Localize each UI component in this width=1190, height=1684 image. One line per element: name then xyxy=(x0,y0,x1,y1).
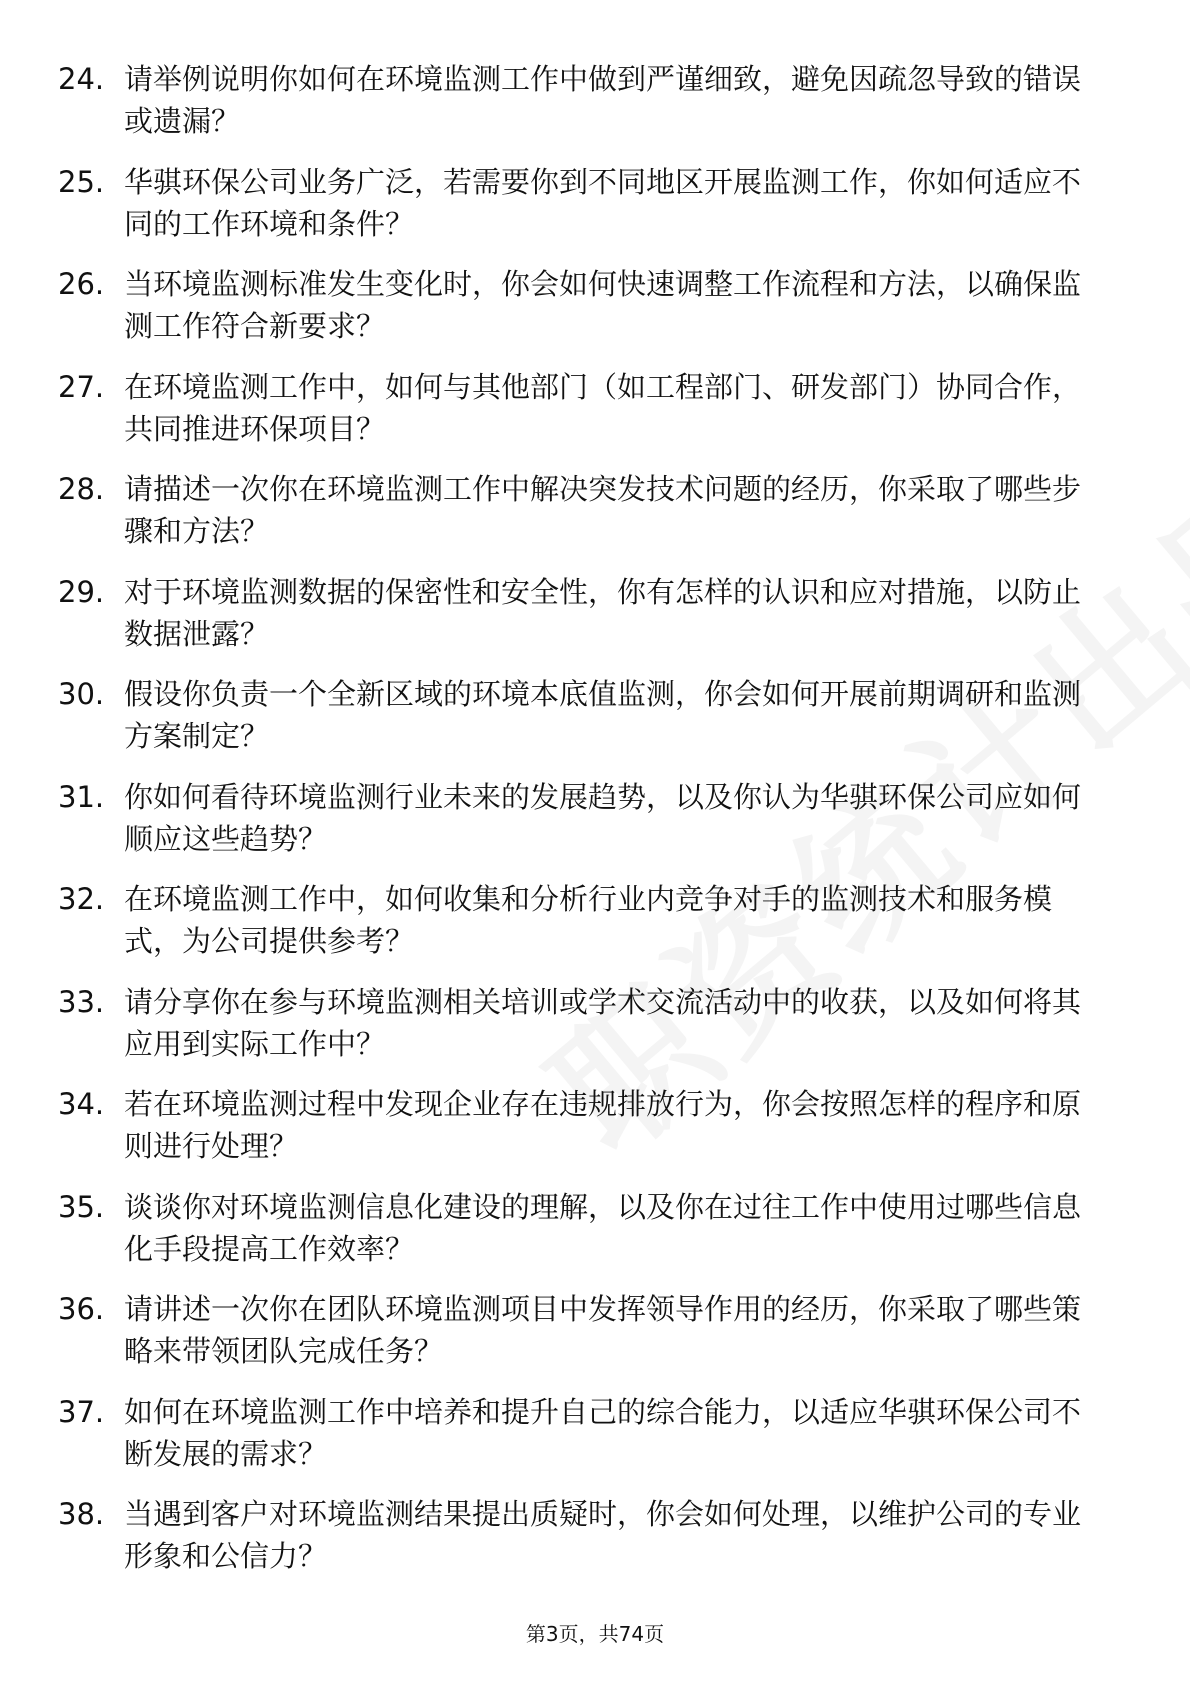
question-number: 37. xyxy=(58,1394,105,1429)
question-list xyxy=(58,58,1108,1596)
page-indicator: 第3页，共74页 xyxy=(525,1622,665,1646)
question-text: 假设你负责一个全新区域的环境本底值监测，你会如何开展前期调研和监测方案制定？ xyxy=(124,677,1082,753)
question-number: 30. xyxy=(58,677,105,711)
question-text: 谈谈你对环境监测信息化建设的理解，以及你在过往工作中使用过哪些信息化手段提高工作效率？ xyxy=(124,1189,1082,1266)
question-text: 当遇到客户对环境监测结果提出质疑时，你会如何处理，以维护公司的专业形象和公信力？ xyxy=(124,1497,1082,1573)
list-item xyxy=(58,366,1108,450)
list-item xyxy=(58,58,1108,142)
question-text: 当环境监测标准发生变化时，你会如何快速调整工作流程和方法，以确保监测工作符合新要求？ xyxy=(124,267,1082,343)
list-item xyxy=(58,263,1108,347)
list-item xyxy=(58,776,1108,860)
list-item xyxy=(58,571,1108,655)
list-item xyxy=(58,161,1108,245)
question-text: 在环境监测工作中，如何收集和分析行业内竞争对手的监测技术和服务模式，为公司提供参考？ xyxy=(124,882,1053,958)
question-text: 华骐环保公司业务广泛，若需要你到不同地区开展监测工作，你如何适应不同的工作环境和条件？ xyxy=(124,164,1082,241)
list-item xyxy=(58,1186,1108,1270)
question-number: 26. xyxy=(58,267,105,301)
question-text: 请描述一次你在环境监测工作中解决突发技术问题的经历，你采取了哪些步骤和方法？ xyxy=(124,472,1082,548)
question-text: 如何在环境监测工作中培养和提升自己的综合能力，以适应华骐环保公司不断发展的需求？ xyxy=(124,1394,1082,1471)
question-text: 你如何看待环境监测行业未来的发展趋势，以及你认为华骐环保公司应如何顺应这些趋势？ xyxy=(124,779,1082,856)
question-number: 35. xyxy=(58,1189,105,1224)
question-number: 34. xyxy=(58,1087,105,1121)
question-text: 请讲述一次你在团队环境监测项目中发挥领导作用的经历，你采取了哪些策略来带领团队完成任务？ xyxy=(124,1292,1082,1368)
list-item xyxy=(58,1288,1108,1372)
question-number: 25. xyxy=(58,164,105,199)
question-number: 28. xyxy=(58,472,105,506)
question-number: 38. xyxy=(58,1497,105,1531)
question-number: 36. xyxy=(58,1292,105,1326)
list-item xyxy=(58,1391,1108,1475)
list-item xyxy=(58,1493,1108,1577)
question-number: 31. xyxy=(58,779,105,814)
question-number: 27. xyxy=(58,369,105,404)
question-number: 32. xyxy=(58,882,105,916)
question-number: 33. xyxy=(58,984,105,1019)
list-item xyxy=(58,878,1108,962)
list-item xyxy=(58,1083,1108,1167)
question-text: 若在环境监测过程中发现企业存在违规排放行为，你会按照怎样的程序和原则进行处理？ xyxy=(124,1087,1082,1163)
question-text: 对于环境监测数据的保密性和安全性，你有怎样的认识和应对措施，以防止数据泄露？ xyxy=(124,574,1082,651)
list-item xyxy=(58,673,1108,757)
list-item xyxy=(58,468,1108,552)
list-item xyxy=(58,981,1108,1065)
question-number: 29. xyxy=(58,574,105,609)
question-text: 在环境监测工作中，如何与其他部门（如工程部门、研发部门）协同合作，共同推进环保项目？ xyxy=(124,369,1082,446)
question-text: 请举例说明你如何在环境监测工作中做到严谨细致，避免因疏忽导致的错误或遗漏？ xyxy=(124,62,1082,138)
question-text: 请分享你在参与环境监测相关培训或学术交流活动中的收获，以及如何将其应用到实际工作中？ xyxy=(124,984,1082,1061)
question-number: 24. xyxy=(58,62,105,96)
